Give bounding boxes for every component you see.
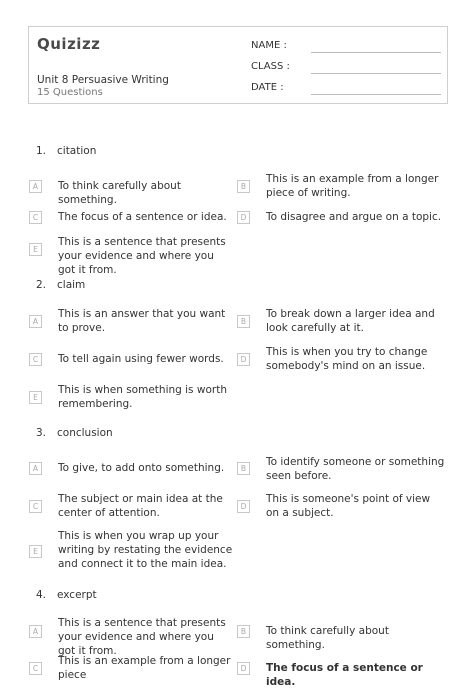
question-term: excerpt [57,589,97,601]
option-box[interactable]: A [29,625,42,638]
option-text: This is an example from a longer piece [58,655,231,681]
date-line [311,94,441,95]
class-line [311,73,441,74]
option-text: To identify someone or something seen before. [266,456,445,482]
option-box[interactable]: B [237,462,250,475]
option-box[interactable]: A [29,180,42,193]
quizizz-logo: Quizizz [37,35,101,53]
option-text: To think carefully about something. [266,625,389,651]
question-number: 4. [36,589,47,601]
option-box[interactable]: A [29,315,42,328]
question-term: citation [57,145,97,157]
option-text: The focus of a sentence or idea. [58,211,227,223]
date-label: DATE : [251,82,284,93]
name-field[interactable] [251,40,441,54]
option-text: To disagree and argue on a topic. [266,211,442,223]
option-box[interactable]: D [237,500,250,513]
option-box[interactable]: D [237,211,250,224]
option-text: To give, to add onto something. [58,462,225,474]
question-number: 1. [36,145,47,157]
option-text: This is when you try to change somebody's mind on an issue. [266,346,428,372]
option-box[interactable]: B [237,180,250,193]
option-box[interactable]: C [29,662,42,675]
name-line [311,52,441,53]
option-text: The subject or main idea at the center of attention. [58,493,223,519]
option-box[interactable]: C [29,500,42,513]
option-text: To break down a larger idea and look carefully at it. [266,308,435,334]
option-box[interactable]: E [29,391,42,404]
option-text: To tell again using fewer words. [58,353,224,365]
option-text: This is an answer that you want to prove. [58,308,226,334]
option-box[interactable]: C [29,211,42,224]
option-text: To think carefully about something. [58,180,181,206]
option-text: This is when something is worth remembering. [58,384,227,410]
option-text: The focus of a sentence or idea. [266,662,423,688]
option-box[interactable]: E [29,243,42,256]
question-term: conclusion [57,427,113,439]
option-box[interactable]: E [29,545,42,558]
option-text: This is a sentence that presents your evidence and where you got it from. [58,617,226,657]
option-text: This is an example from a longer piece of writing. [266,173,439,199]
class-label: CLASS : [251,61,290,72]
option-box[interactable]: B [237,315,250,328]
option-box[interactable]: D [237,662,250,675]
worksheet-title: Unit 8 Persuasive Writing [37,74,169,86]
date-field[interactable] [251,82,441,96]
option-box[interactable]: D [237,353,250,366]
question-number: 2. [36,279,47,291]
option-text: This is when you wrap up your writing by restating the evidence and connect it to the main idea. [58,530,233,570]
name-label: NAME : [251,40,287,51]
option-box[interactable]: A [29,462,42,475]
question-term: claim [57,279,86,291]
worksheet-header [28,26,448,104]
option-text: This is someone's point of view on a subject. [266,493,431,519]
class-field[interactable] [251,61,441,75]
option-text: This is a sentence that presents your evidence and where you got it from. [58,236,226,276]
option-box[interactable]: B [237,625,250,638]
question-number: 3. [36,427,47,439]
worksheet-subtitle: 15 Questions [37,87,103,98]
option-box[interactable]: C [29,353,42,366]
